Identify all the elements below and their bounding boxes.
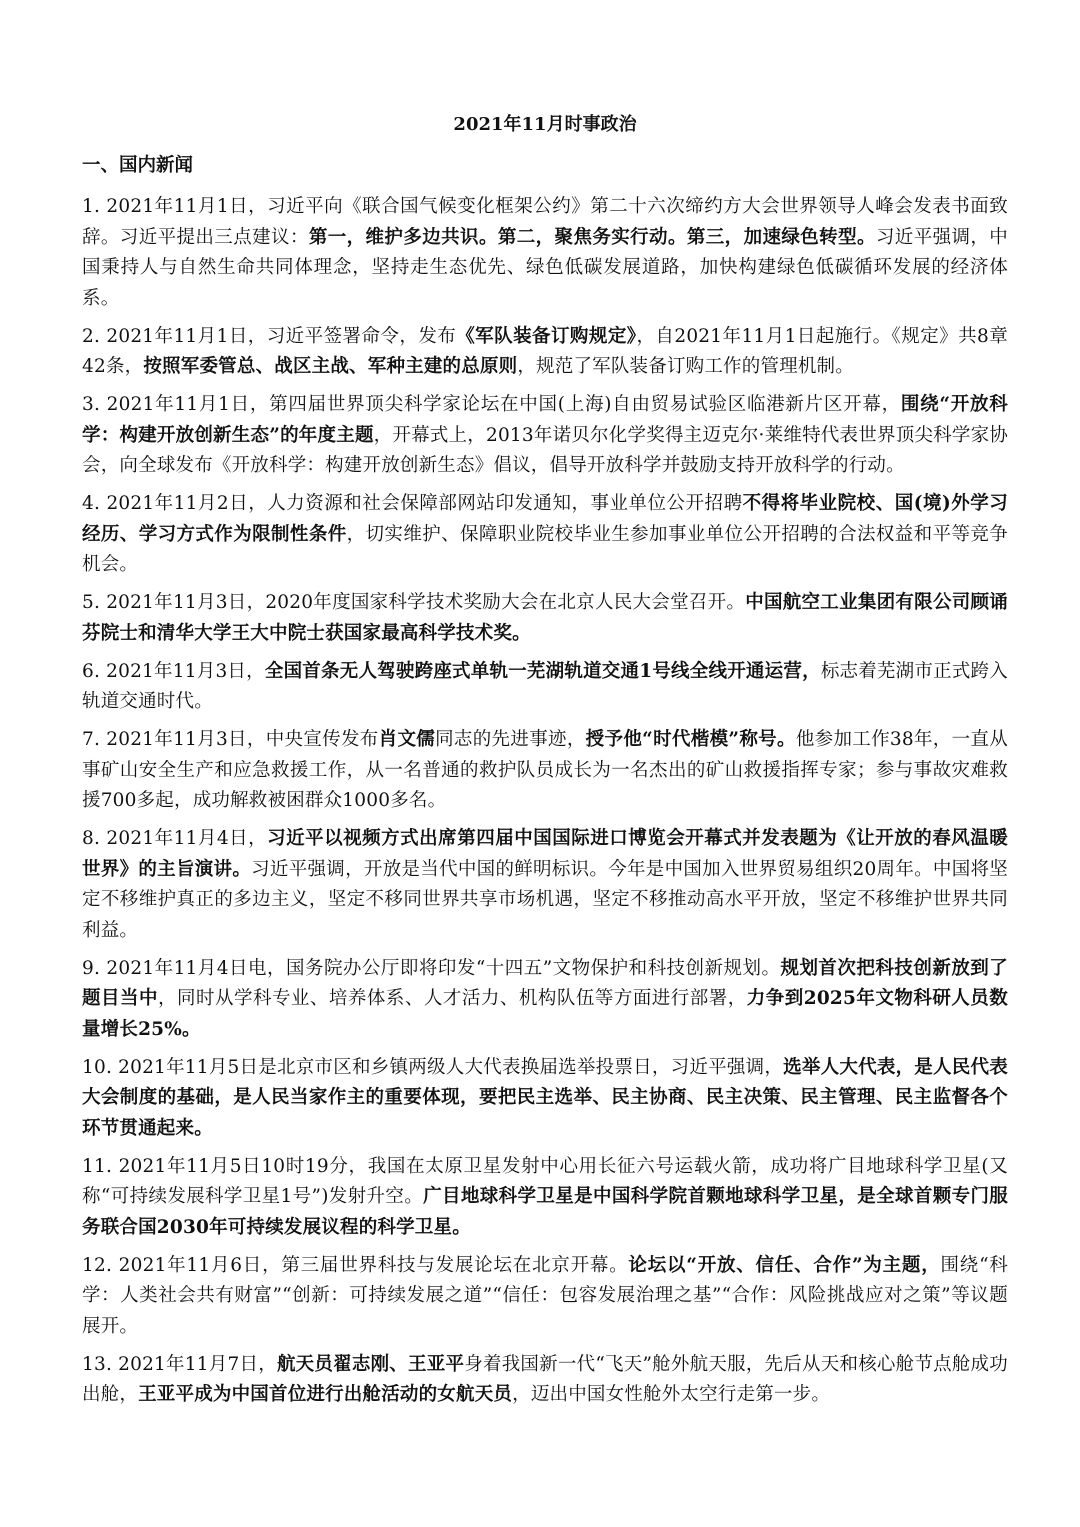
news-item-bold-text: 中国航空工业集团有限公司顾诵芬院士和清华大学王大中院士获国家最高科学技术奖。 [82, 592, 1008, 644]
news-item-text: 身着我国新一代“飞天”舱外航天服，先后从天和核心舱节点舱成功出舱， [82, 1353, 1008, 1405]
news-item-text: 12. 2021年11月6日，第三届世界科技与发展论坛在北京开幕。 [82, 1254, 629, 1276]
news-item-bold-text: 按照军委管总、战区主战、军种主建的总原则 [143, 356, 518, 377]
news-item [82, 657, 1008, 718]
section-heading: 一、国内新闻 [82, 155, 194, 176]
news-item-bold-text: 选举人大代表，是人民代表大会制度的基础，是人民当家作主的重要体现，要把民主选举、民主协商、民主决策、民主管理、民主监督各个环节贯通起来。 [82, 1056, 1008, 1139]
news-item-bold-text: 王亚平成为中国首位进行出舱活动的女航天员 [138, 1384, 513, 1405]
news-item [82, 489, 1008, 581]
news-item [82, 1152, 1008, 1244]
news-item-bold-text: 第一，维护多边共识。第二，聚焦务实行动。第三，加速绿色转型。 [308, 226, 876, 248]
news-item-text: ，规范了军队装备订购工作的管理机制。 [517, 356, 854, 377]
news-item-text: 7. 2021年11月3日，中央宣传发布 [82, 729, 379, 750]
news-item [82, 390, 1008, 482]
news-item [82, 322, 1008, 383]
news-item-bold-text: 力争到2025年文物科研人员数量增长25%。 [82, 988, 1008, 1040]
news-item-text: 11. 2021年11月5日10时19分，我国在太原卫星发射中心用长征六号运载火箭，成功将广目地球科学卫星(又称“可持续发展科学卫星1号”)发射升空。 [82, 1155, 1008, 1207]
news-item-bold-text: 全国首条无人驾驶跨座式单轨一芜湖轨道交通1号线全线开通运营， [264, 660, 821, 682]
news-item-bold-text: 授予他“时代楷模”称号。 [585, 729, 796, 750]
news-item-bold-text: 航天员翟志刚、王亚平 [276, 1353, 465, 1375]
news-item-text: 5. 2021年11月3日，2020年度国家科学技术奖励大会在北京人民大会堂召开。 [82, 592, 746, 613]
news-item-bold-text: 广目地球科学卫星是中国科学院首颗地球科学卫星，是全球首颗专门服务联合国2030年可持续发展议程的科学卫星。 [82, 1186, 1009, 1238]
news-list [82, 192, 1008, 1411]
news-item-bold-text: 习近平以视频方式出席第四届中国国际进口博览会开幕式并发表题为《让开放的春风温暖世界》的主旨演讲。 [82, 828, 1008, 880]
news-item-text: 2. 2021年11月1日，习近平签署命令，发布 [82, 325, 457, 347]
document-title: 2021年11月时事政治 [453, 114, 637, 135]
news-item-text: 6. 2021年11月3日， [82, 660, 265, 682]
news-item-text: 习近平强调，开放是当代中国的鲜明标识。今年是中国加入世界贸易组织20周年。中国将坚定不移维护真正的多边主义，坚定不移同世界共享市场机遇，坚定不移推动高水平开放，坚定不移维护世界共同利益。 [82, 858, 1008, 941]
news-item-text: 围绕“科学：人类社会共有财富”“创新：可持续发展之道”“信任：包容发展治理之基”“合作：风险挑战应对之策”等议题展开。 [82, 1254, 1009, 1337]
news-item-text: 13. 2021年11月7日， [82, 1353, 277, 1375]
news-item-text: 习近平强调，中国秉持人与自然生命共同体理念，坚持走生态优先、绿色低碳发展道路，加快构建绿色低碳循环发展的经济体系。 [82, 226, 1009, 309]
news-item-bold-text: 围绕“开放科学：构建开放创新生态”的年度主题 [82, 394, 1008, 446]
news-item-text: 1. 2021年11月1日，习近平向《联合国气候变化框架公约》第二十六次缔约方大会世界领导人峰会发表书面致辞。习近平提出三点建议： [82, 196, 1008, 248]
news-item-text: ，开幕式上，2013年诺贝尔化学奖得主迈克尔·莱维特代表世界顶尖科学家协会，向全球发布《开放科学：构建开放创新生态》倡议，倡导开放科学并鼓励支持开放科学的行动。 [82, 424, 1008, 476]
news-item-text: ，迈出中国女性舱外太空行走第一步。 [512, 1384, 831, 1405]
news-item-text: ，自2021年11月1日起施行。《规定》共8章42条， [82, 325, 1008, 377]
news-item [82, 192, 1008, 314]
news-item-text: 他参加工作38年，一直从事矿山安全生产和应急救援工作，从一名普通的救护队员成长为一名杰出的矿山救援指挥专家；参与事故灾难救援700多起，成功解救被困群众1000多名。 [82, 729, 1008, 811]
news-item-text: 3. 2021年11月1日，第四届世界顶尖科学家论坛在中国(上海)自由贸易试验区临港新片区开幕， [82, 394, 901, 415]
news-item-bold-text: 规划首次把科技创新放到了题目当中 [82, 957, 1008, 1009]
news-item [82, 1350, 1008, 1411]
news-item-text: 9. 2021年11月4日电，国务院办公厅即将印发“十四五”文物保护和科技创新规划。 [82, 957, 781, 979]
news-item [82, 725, 1008, 817]
news-item-text: 标志着芜湖市正式跨入轨道交通时代。 [82, 660, 1008, 712]
news-item [82, 824, 1008, 946]
news-item-text: 同志的先进事迹， [435, 729, 586, 750]
news-item-text: ，切实维护、保障职业院校毕业生参加事业单位公开招聘的合法权益和平等竞争机会。 [82, 523, 1008, 575]
news-item [82, 1053, 1008, 1145]
news-item-bold-text: 肖文儒 [378, 729, 436, 750]
news-item-bold-text: 不得将毕业院校、国(境)外学习经历、学习方式作为限制性条件 [82, 493, 1008, 545]
news-item-bold-text: 论坛以“开放、信任、合作”为主题， [628, 1254, 941, 1276]
news-item-text: 10. 2021年11月5日是北京市区和乡镇两级人大代表换届选举投票日，习近平强调， [82, 1056, 784, 1078]
news-item-bold-text: 《军队装备订购规定》 [456, 325, 637, 347]
news-item-text: ，同时从学科专业、培养体系、人才活力、机构队伍等方面进行部署， [157, 988, 747, 1009]
news-item [82, 954, 1008, 1046]
news-item-text: 4. 2021年11月2日，人力资源和社会保障部网站印发通知，事业单位公开招聘 [82, 493, 743, 514]
news-item [82, 588, 1008, 649]
news-item-text: 8. 2021年11月4日， [82, 828, 268, 849]
news-item [82, 1251, 1008, 1343]
